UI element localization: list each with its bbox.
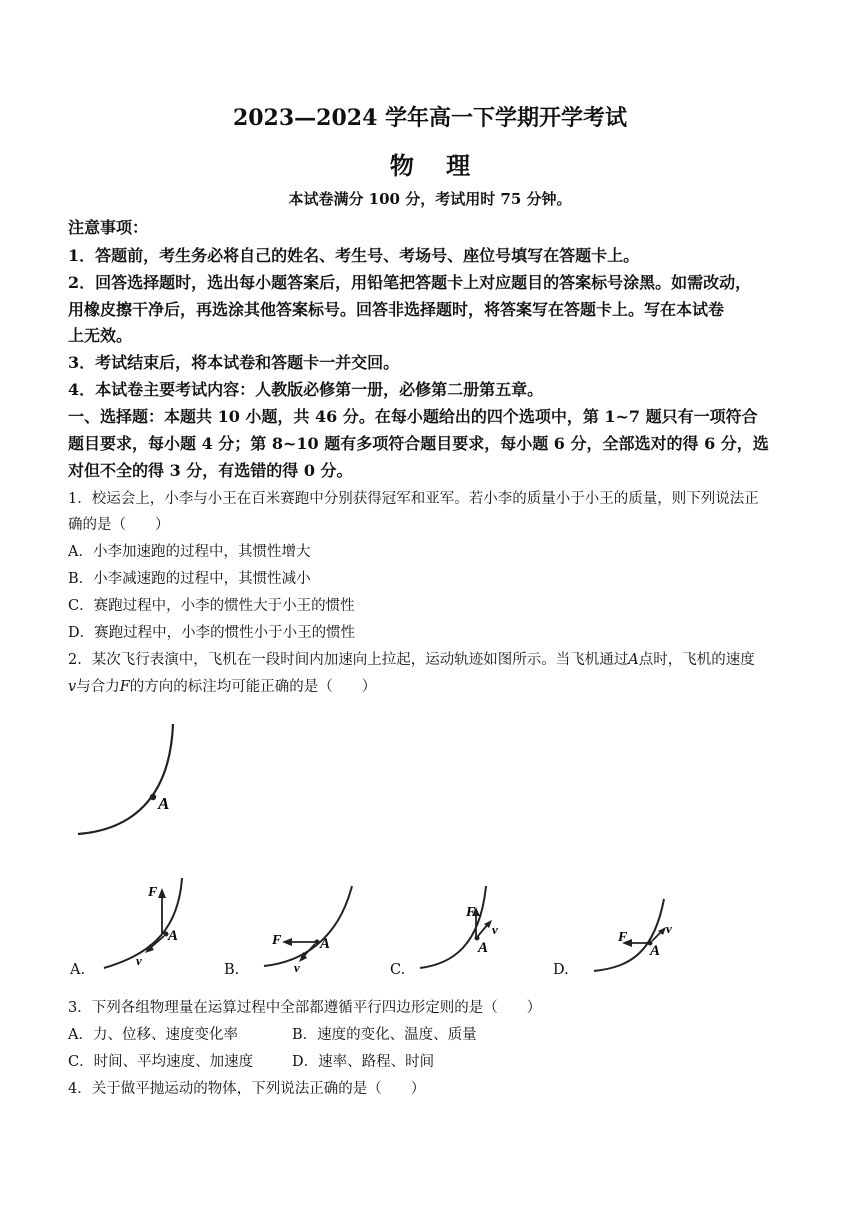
point-label: A	[650, 943, 661, 959]
section-instructions: 对但不全的得 3 分，有选错的得 0 分。	[68, 461, 353, 480]
q2-option-b-label[interactable]: B.	[224, 962, 240, 978]
section-instructions: 题目要求，每小题 4 分；第 8~10 题有多项符合题目要求，每小题 6 分，全部选对的得 6 分，选	[68, 434, 769, 453]
trajectory-curve	[104, 878, 182, 968]
point-label: A	[320, 936, 331, 952]
point-a-label: A	[158, 794, 170, 813]
trajectory-curve	[594, 899, 664, 971]
trajectory-curve	[78, 724, 173, 834]
point-a-dot	[150, 794, 156, 800]
q2-stem-part: 2．某次飞行表演中，飞机在一段时间内加速向上拉起，运动轨迹如图所示。当飞机通过	[68, 652, 629, 668]
q1-option-d: D．赛跑过程中，小李的惯性小于小王的惯性	[68, 625, 356, 641]
arrowhead	[282, 938, 292, 946]
q3-option-a: A．力、位移、速度变化率	[68, 1027, 238, 1043]
q3-option-b: B．速度的变化、温度、质量	[292, 1027, 477, 1043]
section-instructions: 一、选择题：本题共 10 小题，共 46 分。在每小题给出的四个选项中，第 1~7 题只有一项符合	[68, 407, 758, 426]
q2-velocity-var: v	[68, 679, 77, 695]
q2-option-b-figure	[262, 880, 362, 975]
exam-info: 本试卷满分 100 分，考试用时 75 分钟。	[288, 190, 572, 208]
force-label: F	[148, 885, 158, 900]
note-item: 2．回答选择题时，选出每小题答案后，用铅笔把答题卡上对应题目的答案标号涂黑。如需改动，	[68, 273, 752, 292]
force-label: F	[272, 933, 282, 948]
q2-option-d-label[interactable]: D.	[553, 962, 569, 978]
q2-option-a-figure	[100, 870, 200, 975]
notes-heading: 注意事项：	[68, 218, 149, 237]
q3-stem: 3．下列各组物理量在运算过程中全部都遵循平行四边形定则的是（ ）	[68, 1000, 542, 1016]
q2-point-var: A	[628, 652, 639, 668]
velocity-label: v	[294, 960, 300, 975]
q2-stem	[68, 675, 376, 696]
trajectory-curve	[264, 886, 352, 966]
force-label: F	[466, 905, 476, 920]
note-item: 用橡皮擦干净后，再选涂其他答案标号。回答非选择题时，将答案写在答题卡上。写在本试卷	[68, 300, 725, 319]
q3-option-d: D．速率、路程、时间	[292, 1054, 435, 1070]
q1-option-a: A．小李加速跑的过程中，其惯性增大	[68, 544, 311, 560]
velocity-label: v	[136, 953, 142, 968]
q2-stem-part: 点时，飞机的速度	[638, 652, 755, 668]
note-item: 4．本试卷主要考试内容：人教版必修第一册，必修第二册第五章。	[68, 380, 544, 399]
q2-option-d-figure	[592, 895, 692, 975]
point-label: A	[168, 928, 179, 944]
velocity-label: v	[666, 921, 672, 936]
q2-stem-part: 与合力	[76, 679, 120, 695]
q2-stem-part: 的方向的标注均可能正确的是（ ）	[129, 679, 377, 695]
note-item: 1．答题前，考生务必将自己的姓名、考生号、考场号、座位号填写在答题卡上。	[68, 246, 640, 265]
q2-option-a-label[interactable]: A.	[70, 962, 86, 978]
q2-force-var: F	[119, 679, 130, 695]
q2-trajectory-figure	[70, 710, 190, 840]
note-item: 3．考试结束后，将本试卷和答题卡一并交回。	[68, 353, 400, 372]
velocity-label: v	[492, 922, 498, 937]
q3-option-c: C．时间、平均速度、加速度	[68, 1054, 254, 1070]
q4-stem: 4．关于做平抛运动的物体，下列说法正确的是（ ）	[68, 1081, 426, 1097]
q2-stem	[68, 648, 755, 669]
q1-stem: 1．校运会上，小李与小王在百米赛跑中分别获得冠军和亚军。若小李的质量小于小王的质量，则下列说法正	[68, 491, 759, 507]
force-label: F	[618, 930, 628, 945]
subject-title: 物 理	[389, 151, 483, 180]
q2-option-c-label[interactable]: C.	[390, 962, 406, 978]
note-item: 上无效。	[68, 326, 133, 345]
q1-option-c: C．赛跑过程中，小李的惯性大于小王的惯性	[68, 598, 355, 614]
q1-option-b: B．小李减速跑的过程中，其惯性减小	[68, 571, 311, 587]
exam-title: 2023—2024 学年高一下学期开学考试	[232, 105, 628, 131]
point-label: A	[478, 940, 489, 956]
q1-stem: 确的是（ ）	[68, 517, 170, 533]
q2-option-c-figure	[418, 880, 518, 975]
arrowhead	[158, 888, 166, 898]
